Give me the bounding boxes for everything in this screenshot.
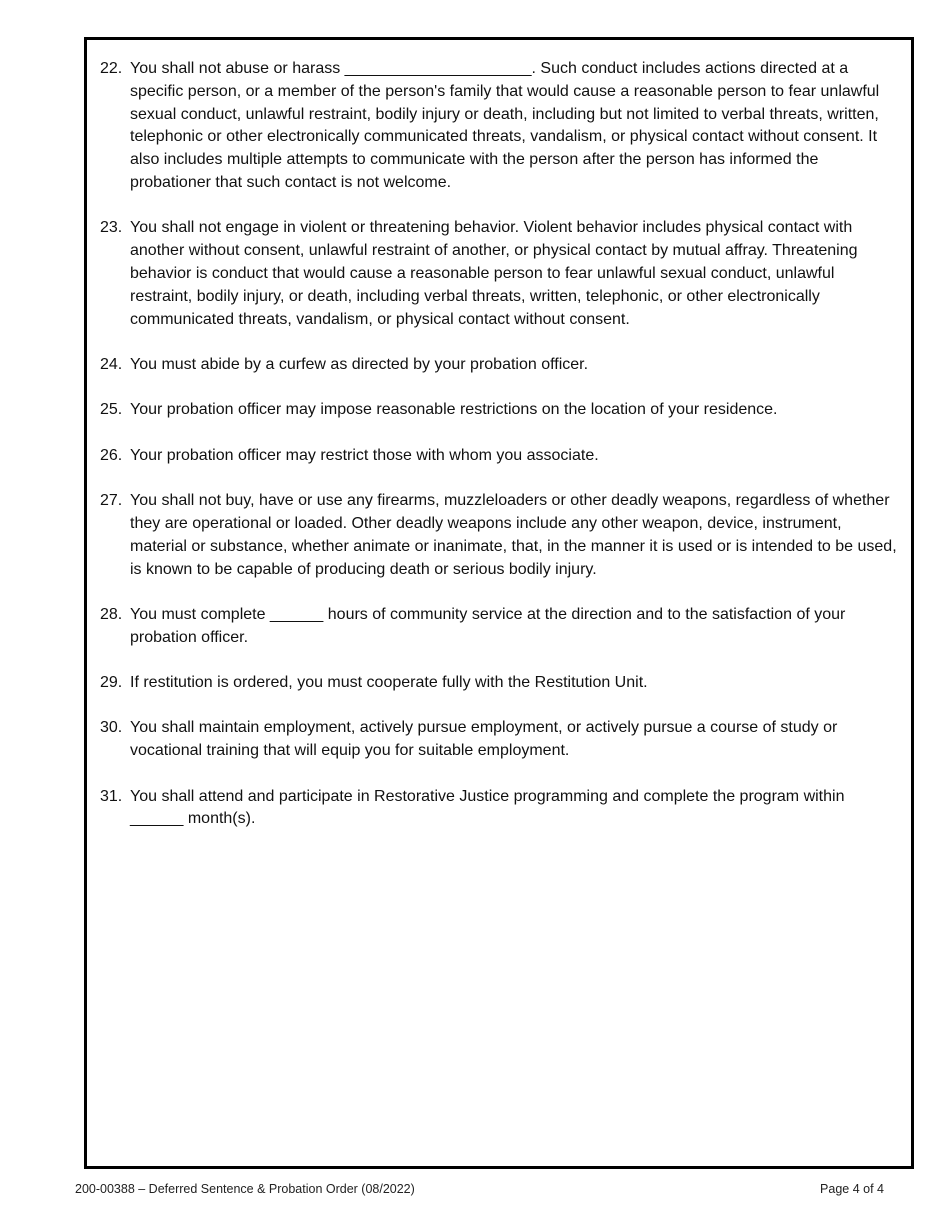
condition-text: You shall not engage in violent or threatening behavior. Violent behavior includes physical contact with another without consent, unlawful restraint of another, or physical contact by mutual affray. Threatening behavior is conduct that would cause a reasonable person to fear unlawful sexual conduct, unlawful restraint, bodily injury, or death, including verbal threats, written, telephonic, or other electronically communicated threats, vandalism, or physical contact without consent.	[130, 219, 858, 328]
condition-number: 28.	[100, 605, 123, 623]
condition-text: You must abide by a curfew as directed by your probation officer.	[130, 355, 589, 373]
condition-text: You must complete ______ hours of community service at the direction and to the satisfaction of your probation officer.	[130, 605, 846, 646]
condition-number: 31.	[100, 787, 123, 805]
condition-24	[100, 354, 900, 377]
conditions-list	[100, 58, 900, 854]
condition-number: 29.	[100, 674, 123, 692]
condition-text: If restitution is ordered, you must cooperate fully with the Restitution Unit.	[130, 674, 648, 692]
condition-27	[100, 490, 900, 581]
condition-29	[100, 672, 900, 695]
condition-number: 25.	[100, 401, 123, 419]
condition-22	[100, 58, 900, 195]
condition-text: Your probation officer may impose reasonable restrictions on the location of your residence.	[130, 401, 778, 419]
condition-text: You shall not buy, have or use any firearms, muzzleloaders or other deadly weapons, regardless of whether they are operational or loaded. Other deadly weapons include any other weapon, device, instrument, material or substance, whether animate or inanimate, that, in the manner it is used or is intended to be used, is known to be capable of producing death or serious bodily injury.	[130, 492, 897, 578]
condition-26	[100, 445, 900, 468]
condition-text: Your probation officer may restrict those with whom you associate.	[130, 446, 599, 464]
condition-number: 24.	[100, 355, 123, 373]
condition-number: 26.	[100, 446, 123, 464]
page-number: Page 4 of 4	[820, 1182, 884, 1196]
condition-number: 27.	[100, 492, 123, 510]
condition-text: You shall not abuse or harass _____________________. Such conduct includes actions directed at a specific person, or a member of the person's family that would cause a reasonable person to fear unlawful sexual conduct, unlawful restraint, bodily injury or death, including but not limited to verbal threats, written, telephonic or other electronically communicated threats, vandalism, or physical contact without consent. It also includes multiple attempts to communicate with the person after the person has informed the probationer that such contact is not welcome.	[130, 60, 880, 191]
condition-30	[100, 717, 900, 763]
condition-25	[100, 399, 900, 422]
form-id: 200-00388 – Deferred Sentence & Probation Order (08/2022)	[75, 1182, 415, 1196]
condition-text: You shall maintain employment, actively pursue employment, or actively pursue a course of study or vocational training that will equip you for suitable employment.	[130, 719, 838, 760]
condition-23	[100, 217, 900, 331]
condition-number: 23.	[100, 219, 123, 237]
condition-31	[100, 786, 900, 832]
condition-28	[100, 604, 900, 650]
condition-number: 30.	[100, 719, 123, 737]
condition-number: 22.	[100, 60, 123, 77]
condition-text: You shall attend and participate in Restorative Justice programming and complete the program within ______ month(s).	[130, 787, 845, 828]
